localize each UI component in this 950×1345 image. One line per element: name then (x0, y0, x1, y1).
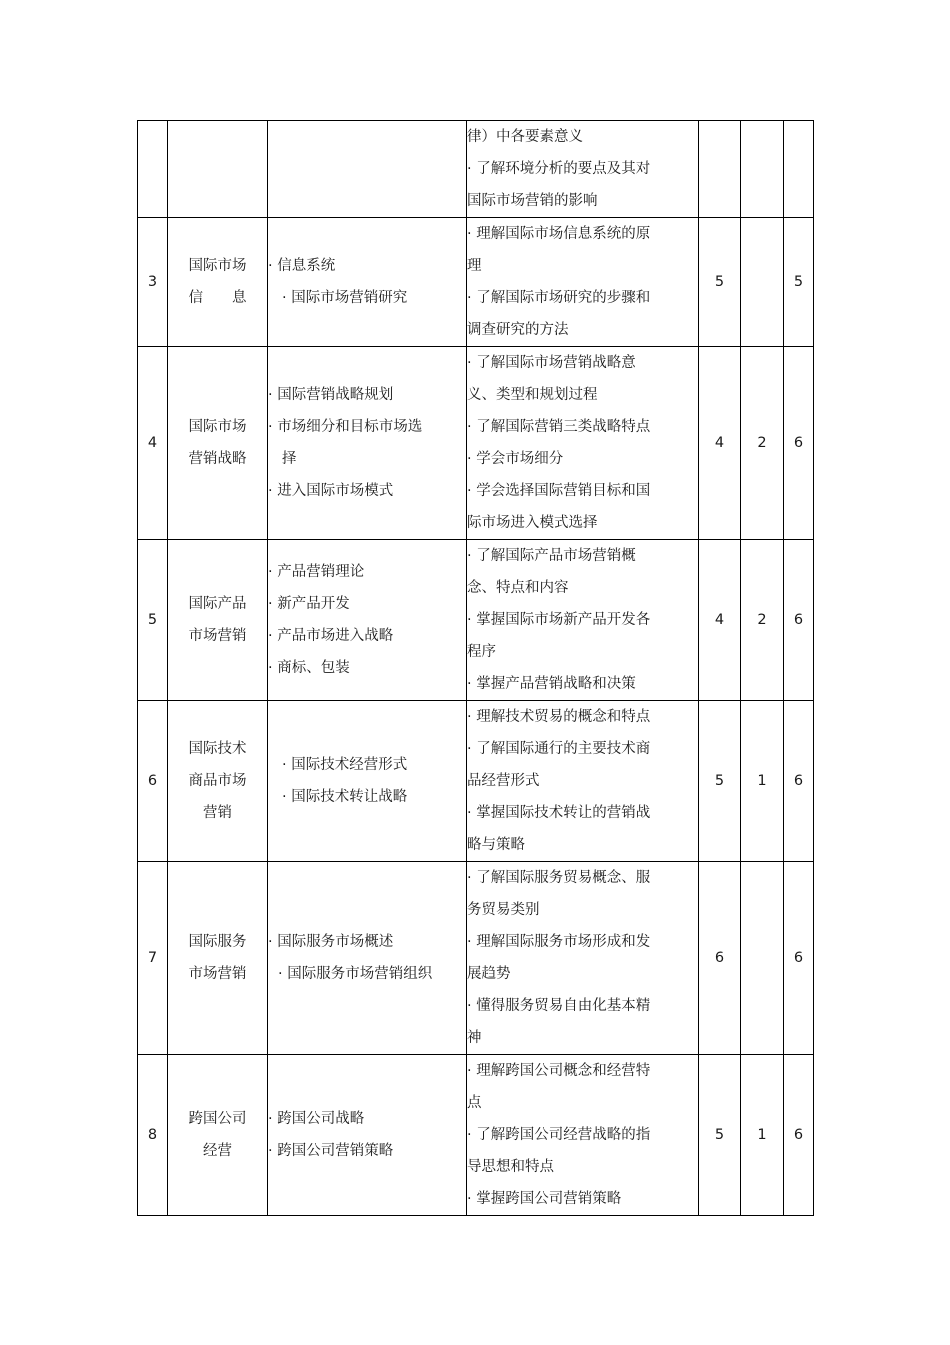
hours-total: 6 (784, 701, 814, 862)
row-number: 6 (138, 701, 168, 862)
topic-line: · 市场细分和目标市场选 (268, 419, 423, 435)
chapter-name-line: 国际市场 (188, 419, 247, 435)
chapter-topics (268, 540, 467, 701)
requirement-line: · 理解跨国公司概念和经营特 (467, 1063, 651, 1079)
requirement-line: · 掌握跨国公司营销策略 (467, 1191, 622, 1207)
hours-lecture: 4 (699, 347, 741, 540)
requirement-line: 际市场进入模式选择 (467, 515, 598, 531)
chapter-name-line: 营销战略 (188, 451, 247, 467)
topic-line: 择 (282, 451, 297, 467)
chapter-name-line: 市场营销 (188, 628, 247, 644)
requirement-line: · 掌握国际技术转让的营销战 (467, 805, 651, 821)
table-row (138, 121, 814, 218)
requirement-line: 理 (467, 258, 482, 274)
chapter-name (168, 1055, 268, 1216)
requirement-line: · 了解国际营销三类战略特点 (467, 419, 651, 435)
requirement-line: · 了解国际市场研究的步骤和 (467, 290, 651, 306)
topic-line: · 信息系统 (268, 258, 336, 274)
row-number (138, 121, 168, 218)
syllabus-table (137, 120, 814, 1216)
requirement-line: · 了解国际通行的主要技术商 (467, 741, 651, 757)
table-row (138, 218, 814, 347)
chapter-name-line: 市场营销 (188, 966, 247, 982)
chapter-topics (268, 347, 467, 540)
chapter-name-line: 商品市场 (188, 773, 247, 789)
topic-line: · 国际市场营销研究 (282, 290, 408, 306)
requirement-line: 务贸易类别 (467, 902, 540, 918)
row-number: 7 (138, 862, 168, 1055)
hours-practice (741, 121, 784, 218)
hours-lecture (699, 121, 741, 218)
requirement-line: 导思想和特点 (467, 1159, 554, 1175)
table-row (138, 540, 814, 701)
chapter-requirements (467, 862, 699, 1055)
hours-total: 6 (784, 540, 814, 701)
requirement-line: · 懂得服务贸易自由化基本精 (467, 998, 651, 1014)
hours-lecture: 5 (699, 218, 741, 347)
chapter-name-line: 跨国公司 (188, 1111, 247, 1127)
chapter-name-line: 营销 (203, 805, 232, 821)
hours-total: 6 (784, 862, 814, 1055)
requirement-line: 念、特点和内容 (467, 580, 569, 596)
topic-line: · 国际营销战略规划 (268, 387, 394, 403)
hours-lecture: 4 (699, 540, 741, 701)
row-number: 5 (138, 540, 168, 701)
requirement-line: 国际市场营销的影响 (467, 193, 598, 209)
requirement-line: · 理解技术贸易的概念和特点 (467, 709, 651, 725)
hours-practice (741, 218, 784, 347)
requirement-line: · 理解国际服务市场形成和发 (467, 934, 651, 950)
chapter-topics (268, 218, 467, 347)
hours-practice (741, 862, 784, 1055)
chapter-name-line: 国际技术 (188, 741, 247, 757)
topic-line: · 商标、包装 (268, 660, 350, 676)
topic-line: · 国际技术经营形式 (282, 757, 408, 773)
requirement-line: · 掌握产品营销战略和决策 (467, 676, 636, 692)
hours-lecture: 5 (699, 701, 741, 862)
chapter-topics (268, 1055, 467, 1216)
requirement-line: 义、类型和规划过程 (467, 387, 598, 403)
chapter-requirements (467, 218, 699, 347)
hours-lecture: 6 (699, 862, 741, 1055)
chapter-topics (268, 701, 467, 862)
requirement-line: 程序 (467, 644, 496, 660)
chapter-requirements (467, 701, 699, 862)
row-number: 3 (138, 218, 168, 347)
topic-line: · 国际服务市场概述 (268, 934, 394, 950)
topic-line: · 新产品开发 (268, 596, 350, 612)
hours-lecture: 5 (699, 1055, 741, 1216)
chapter-name-line: 信 息 (188, 290, 247, 306)
hours-total: 6 (784, 1055, 814, 1216)
requirement-line: · 了解国际产品市场营销概 (467, 548, 636, 564)
requirement-line: · 了解环境分析的要点及其对 (467, 161, 651, 177)
hours-practice: 2 (741, 540, 784, 701)
requirement-line: · 了解国际市场营销战略意 (467, 355, 636, 371)
chapter-name (168, 347, 268, 540)
table-row (138, 862, 814, 1055)
requirement-line: · 了解国际服务贸易概念、服 (467, 870, 651, 886)
row-number: 8 (138, 1055, 168, 1216)
topic-line: · 进入国际市场模式 (268, 483, 394, 499)
chapter-requirements (467, 121, 699, 218)
hours-total: 6 (784, 347, 814, 540)
requirement-line: · 学会选择国际营销目标和国 (467, 483, 651, 499)
requirement-line: · 了解跨国公司经营战略的指 (467, 1127, 651, 1143)
requirement-line: 律）中各要素意义 (467, 129, 583, 145)
topic-line: · 跨国公司营销策略 (268, 1143, 394, 1159)
chapter-name (168, 121, 268, 218)
chapter-requirements (467, 1055, 699, 1216)
requirement-line: · 学会市场细分 (467, 451, 564, 467)
chapter-name (168, 218, 268, 347)
topic-line: · 国际技术转让战略 (282, 789, 408, 805)
chapter-topics (268, 862, 467, 1055)
chapter-name-line: 国际服务 (188, 934, 247, 950)
hours-practice: 1 (741, 1055, 784, 1216)
chapter-requirements (467, 540, 699, 701)
chapter-name-line: 国际产品 (188, 596, 247, 612)
hours-practice: 2 (741, 347, 784, 540)
requirement-line: 品经营形式 (467, 773, 540, 789)
requirement-line: 略与策略 (467, 837, 525, 853)
topic-line: · 国际服务市场营销组织 (278, 966, 433, 982)
hours-total: 5 (784, 218, 814, 347)
chapter-name-line: 经营 (203, 1143, 232, 1159)
chapter-name (168, 540, 268, 701)
requirement-line: 展趋势 (467, 966, 511, 982)
table-row (138, 701, 814, 862)
chapter-topics (268, 121, 467, 218)
hours-practice: 1 (741, 701, 784, 862)
requirement-line: · 理解国际市场信息系统的原 (467, 226, 651, 242)
chapter-name (168, 701, 268, 862)
requirement-line: 神 (467, 1030, 482, 1046)
requirement-line: · 掌握国际市场新产品开发各 (467, 612, 651, 628)
chapter-name-line: 国际市场 (188, 258, 247, 274)
topic-line: · 跨国公司战略 (268, 1111, 365, 1127)
chapter-name (168, 862, 268, 1055)
topic-line: · 产品营销理论 (268, 564, 365, 580)
topic-line: · 产品市场进入战略 (268, 628, 394, 644)
row-number: 4 (138, 347, 168, 540)
hours-total (784, 121, 814, 218)
requirement-line: 调查研究的方法 (467, 322, 569, 338)
requirement-line: 点 (467, 1095, 482, 1111)
chapter-requirements (467, 347, 699, 540)
table-row (138, 1055, 814, 1216)
table-row (138, 347, 814, 540)
